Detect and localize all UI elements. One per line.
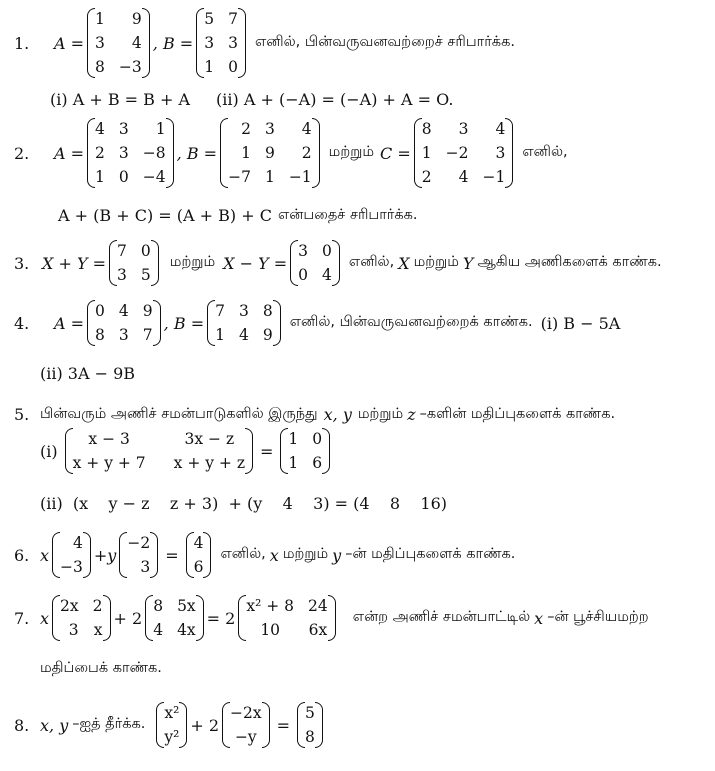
matrix-cell: −1 <box>288 168 312 186</box>
instruction-text: –ன் மதிப்புகளைக் காண்க. <box>345 546 516 562</box>
plus-two: + 2 <box>190 715 220 735</box>
matrix-cell: x² + 8 <box>246 597 295 615</box>
matrix-cell: 7 <box>142 326 153 344</box>
problem-2-line-2 <box>58 206 418 225</box>
matrix-cell: 7 <box>215 302 225 320</box>
matrix-cell: 7 <box>117 242 127 260</box>
instruction-text: –ன் பூச்சியமற்ற <box>547 609 649 625</box>
matrix-cell: −1 <box>482 168 506 186</box>
matrix-cell: 3 <box>204 34 215 52</box>
matrix-cell: 0 <box>298 266 309 284</box>
matrix-cell: 0 <box>95 302 105 320</box>
and-text: மற்றும் <box>357 405 404 422</box>
matrix-cell: 3 <box>118 326 129 344</box>
matrix-cell: 3 <box>228 34 238 52</box>
matrix-a <box>87 300 161 346</box>
lhs-diff: X − Y = <box>223 253 288 273</box>
matrix-cell: x + y + 7 <box>72 454 146 472</box>
matrix-cell: 5 <box>204 10 215 28</box>
matrix-cell: 0 <box>118 168 129 186</box>
instruction-text: என்ற அணிச் சமன்பாட்டில் <box>352 609 531 625</box>
matrix-cell: 8 <box>421 120 432 138</box>
equals-sign: = <box>165 545 179 565</box>
vector-3 <box>297 702 323 748</box>
matrix-cell: 4 <box>131 34 142 52</box>
part-i: (i) B − 5A <box>540 313 621 333</box>
vector-1 <box>52 532 91 578</box>
matrix-cell: 4 <box>301 120 312 138</box>
matrix-cell: 2 <box>95 144 105 162</box>
matrix-cell: 3 <box>118 144 129 162</box>
problem-number: 6. <box>14 545 30 565</box>
problem-7-line-2 <box>40 660 162 678</box>
matrix-cell: 3 <box>458 120 469 138</box>
matrix-cell: 2x <box>60 597 79 615</box>
matrix-a <box>87 8 150 78</box>
matrix-cell: 10 <box>260 621 281 639</box>
matrix-cell: 1 <box>155 120 166 138</box>
matrix-diff <box>290 240 340 286</box>
vars-xy: x, y <box>40 715 69 735</box>
matrix-cell: 4 <box>73 534 83 552</box>
plus-y: +y <box>93 545 117 565</box>
and-text: மற்றும் <box>413 254 459 270</box>
matrix-sum <box>109 240 159 286</box>
problem-number: 8. <box>14 715 30 735</box>
instruction-text: –ஐத் தீர்க்க. <box>72 716 146 732</box>
matrix-cell: 1 <box>421 144 432 162</box>
matrix-c-label: C = <box>380 143 411 163</box>
matrix-b <box>207 300 281 346</box>
matrix-cell: 3 <box>298 242 309 260</box>
problem-number: 1. <box>14 33 30 53</box>
matrix-b-label: , B = <box>152 33 194 53</box>
matrix-b <box>220 118 320 188</box>
problem-number: 4. <box>14 313 30 333</box>
matrix-cell: 3 <box>140 558 151 576</box>
matrix-cell: 2 <box>92 597 103 615</box>
matrix-cell: 4 <box>153 621 164 639</box>
instruction-text: ஆகிய அணிகளைக் காண்க. <box>477 254 662 270</box>
instruction-text: –களின் மதிப்புகளைக் காண்க. <box>419 405 616 422</box>
matrix-cell: 8 <box>262 302 273 320</box>
plus-two: + 2 <box>113 608 143 628</box>
problem-4-line-2 <box>40 364 135 383</box>
matrix-a-label: A = <box>54 33 85 53</box>
matrix-b-label: , B = <box>176 143 218 163</box>
problem-4-line-1 <box>14 300 620 346</box>
matrix-cell: 7 <box>228 10 238 28</box>
matrix-cell: −2x <box>230 704 262 722</box>
problem-5-part-i <box>40 428 333 474</box>
matrix-cell: 3x − z <box>184 430 235 448</box>
matrix-cell: 8 <box>95 326 105 344</box>
matrix-cell: 9 <box>264 144 275 162</box>
matrix-cell: 3 <box>95 34 105 52</box>
matrix-cell: 3 <box>264 120 275 138</box>
part-i-label: (i) <box>40 441 58 461</box>
var-y: y <box>332 545 342 565</box>
matrix-cell: 0 <box>140 242 151 260</box>
problem-5-part-ii <box>40 494 447 513</box>
matrix-cell: 3 <box>238 302 249 320</box>
matrix-cell: 9 <box>131 10 142 28</box>
matrix-cell: x − 3 <box>88 430 130 448</box>
matrix-cell: 4 <box>458 168 469 186</box>
matrix-cell: 0 <box>228 58 238 76</box>
matrix-cell: 8 <box>153 597 164 615</box>
matrix-cell: 4 <box>495 120 506 138</box>
matrix-cell: −7 <box>228 168 251 186</box>
problem-5-line-1 <box>14 405 615 424</box>
matrix-cell: −2 <box>445 144 469 162</box>
equation: A + (B + C) = (A + B) + C <box>58 206 272 225</box>
matrix-cell: 4 <box>322 266 332 284</box>
matrix-cell: 8 <box>305 728 315 746</box>
matrix-cell: 4 <box>193 534 204 552</box>
matrix-cell: 8 <box>95 58 105 76</box>
matrix-cell: 1 <box>241 144 251 162</box>
instruction-text: எனில், பின்வருவனவற்றைச் சரிபார்க்க. <box>254 34 515 50</box>
var-x: x <box>40 545 50 565</box>
vector-2 <box>222 702 270 748</box>
var-x: X <box>398 253 410 273</box>
problem-6 <box>14 532 515 578</box>
matrix-cell: −3 <box>60 558 83 576</box>
matrix-cell: 6 <box>193 558 204 576</box>
problem-1-line-1 <box>14 8 515 78</box>
lhs-sum: X + Y = <box>42 253 107 273</box>
matrix-cell: 6 <box>312 454 323 472</box>
matrix-cell: 0 <box>322 242 332 260</box>
matrix-cell: 3 <box>118 120 129 138</box>
problem-number: 5. <box>14 405 30 424</box>
var-y: Y <box>462 253 474 273</box>
matrix-cell: x <box>93 621 103 639</box>
matrix-cell: 3 <box>495 144 506 162</box>
part-ii: (ii) 3A − 9B <box>40 364 136 383</box>
matrix-rhs <box>280 428 330 474</box>
instruction-text: பின்வரும் அணிச் சமன்பாடுகளில் இருந்து <box>40 405 318 422</box>
matrix-b <box>196 8 246 78</box>
part-ii: (ii) A + (−A) = (−A) + A = O. <box>216 90 454 109</box>
matrix-cell: 1 <box>215 326 225 344</box>
instruction-text: மதிப்பைக் காண்க. <box>40 660 162 676</box>
matrix-cell: −2 <box>127 534 151 552</box>
matrix-cell: 4x <box>177 621 196 639</box>
matrix-cell: 5 <box>305 704 315 722</box>
matrix-3 <box>238 595 335 641</box>
matrix-cell: 2 <box>241 120 251 138</box>
var-z: z <box>407 405 416 424</box>
problem-3 <box>14 240 662 286</box>
matrix-cell: 4 <box>95 120 105 138</box>
matrix-cell: 9 <box>262 326 273 344</box>
problem-number: 2. <box>14 143 30 163</box>
matrix-cell: 1 <box>264 168 275 186</box>
matrix-cell: 1 <box>204 58 215 76</box>
part-i: (i) A + B = B + A <box>50 90 191 109</box>
matrix-cell: 1 <box>95 10 105 28</box>
matrix-cell: 4 <box>118 302 129 320</box>
matrix-cell: 0 <box>312 430 323 448</box>
matrix-cell: 3 <box>117 266 127 284</box>
var-x: x <box>534 608 544 628</box>
matrix-cell: 2 <box>301 144 312 162</box>
matrix-a-label: A = <box>54 143 85 163</box>
matrix-cell: 1 <box>95 168 105 186</box>
equals-two: = 2 <box>206 608 236 628</box>
matrix-cell: −y <box>234 728 257 746</box>
matrix-a-label: A = <box>54 313 85 333</box>
matrix-cell: −3 <box>118 58 142 76</box>
matrix-cell: 3 <box>68 621 79 639</box>
matrix-cell: 5x <box>177 597 196 615</box>
part-ii: (ii) (x y − z z + 3) + (y 4 3) = (4 8 16) <box>40 494 448 513</box>
equals-sign: = <box>276 715 291 735</box>
and-text: மற்றும் <box>169 254 216 270</box>
problem-number: 3. <box>14 253 30 273</box>
problem-8 <box>14 702 326 748</box>
problem-7-line-1 <box>14 595 649 641</box>
instruction-text: எனில், <box>522 144 568 160</box>
matrix-cell: x² <box>164 704 180 722</box>
matrix-b-label: , B = <box>163 313 205 333</box>
matrix-cell: 2 <box>421 168 432 186</box>
vector-1 <box>156 702 187 748</box>
vector-2 <box>119 532 158 578</box>
matrix-cell: x + y + z <box>173 454 246 472</box>
and-text: மற்றும் <box>328 144 374 160</box>
matrix-c <box>414 118 514 188</box>
matrix-cell: 6x <box>308 621 328 639</box>
matrix-cell: 1 <box>288 430 299 448</box>
matrix-cell: 4 <box>238 326 249 344</box>
matrix-cell: 24 <box>308 597 328 615</box>
vector-3 <box>186 532 212 578</box>
matrix-a <box>87 118 174 188</box>
matrix-cell: 9 <box>142 302 153 320</box>
var-x: x <box>269 545 279 565</box>
instruction-text: என்பதைச் சரிபார்க்க. <box>277 206 418 223</box>
matrix-2 <box>145 595 203 641</box>
matrix-cell: −4 <box>142 168 166 186</box>
matrix-lhs <box>65 428 253 474</box>
matrix-cell: y² <box>164 728 180 746</box>
problem-number: 7. <box>14 608 30 628</box>
instruction-text: எனில், பின்வருவனவற்றைக் காண்க. <box>289 314 533 330</box>
equals-sign: = <box>260 441 274 461</box>
instruction-text: எனில், <box>220 546 266 562</box>
matrix-cell: 1 <box>288 454 299 472</box>
matrix-cell: 5 <box>140 266 151 284</box>
matrix-1 <box>52 595 110 641</box>
problem-1-line-2 <box>50 90 453 109</box>
vars-xy: x, y <box>323 405 352 424</box>
matrix-cell: −8 <box>142 144 166 162</box>
problem-2-line-1 <box>14 118 568 188</box>
instruction-text: எனில், <box>348 254 395 270</box>
var-x: x <box>40 608 50 628</box>
and-text: மற்றும் <box>282 546 329 562</box>
